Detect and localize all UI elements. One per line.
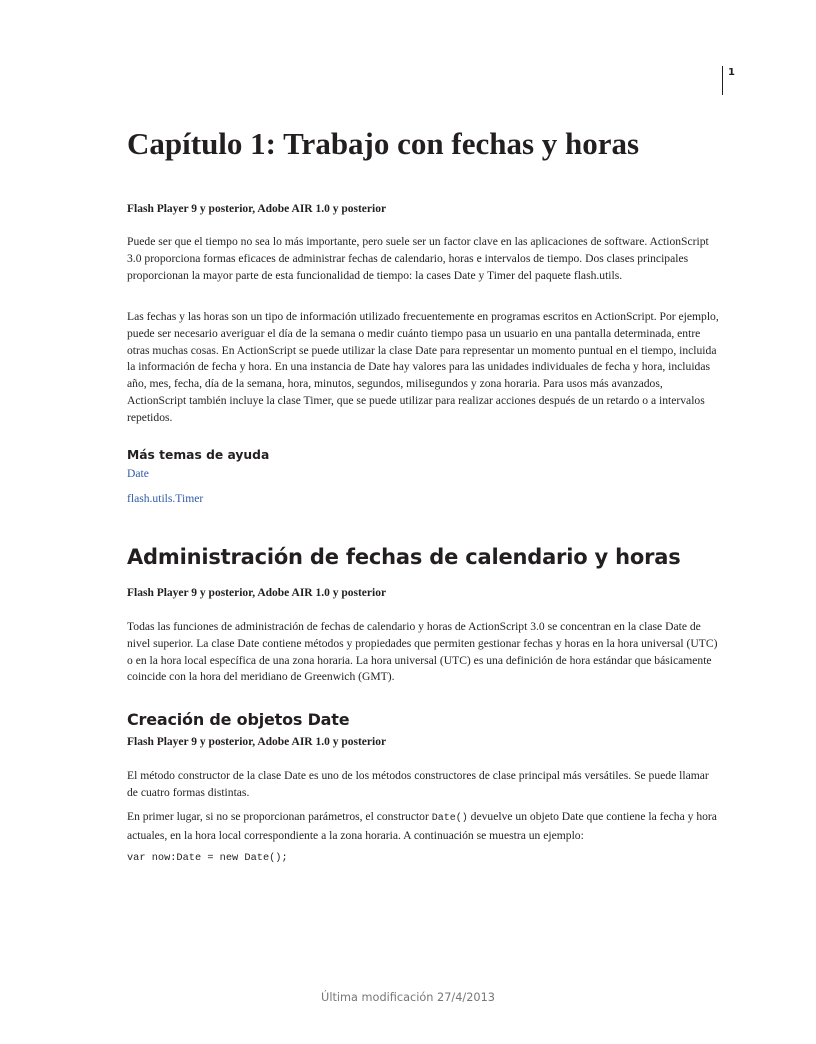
code-example: var now:Date = new Date(); (127, 852, 288, 864)
section-heading: Administración de fechas de calendario y horas (127, 545, 681, 569)
paragraph-text-after: devuelve un objeto Date que contiene la fecha y hora actuales, en la hora local correspondiente a la zona horaria. A continuación se muestra un ejemplo: (127, 810, 717, 842)
subsection-applies-to: Flash Player 9 y posterior, Adobe AIR 1.0 y posterior (127, 736, 387, 748)
chapter-applies-to: Flash Player 9 y posterior, Adobe AIR 1.0 y posterior (127, 203, 387, 215)
help-link-date[interactable]: Date (127, 467, 149, 480)
subsection-paragraph-1: El método constructor de la clase Date es uno de los métodos constructores de clase principal más versátiles. Se puede llamar de cuatro formas distintas. (127, 769, 709, 799)
page-number: 1 (728, 67, 735, 78)
inline-code-date: Date() (431, 813, 468, 824)
page-number-rule (722, 66, 723, 95)
section-paragraph: Todas las funciones de administración de fechas de calendario y horas de ActionScript 3.0 se concentran en la clase Date de nivel superior. La clase Date contiene métodos y propiedades que permiten gestionar fechas y horas en la hora universal (UTC) o en la hora local específica de una zona horaria. La hora universal (UTC) es una definición de hora estándar que básicamente coincide con la hora del meridiano de Greenwich (GMT). (127, 620, 718, 684)
intro-paragraph-2: Las fechas y las horas son un tipo de información utilizado frecuentemente en programas escritos en ActionScript. Por ejemplo, puede ser necesario averiguar el día de la semana o medir cuánto tiempo pasa un usuario en una pantalla determinada, entre otras muchas cosas. En ActionScript se puede utilizar la clase Date para representar un momento puntual en el tiempo, incluida la información de fecha y hora. En una instancia de Date hay valores para las unidades individuales de fecha y hora, incluidas año, mes, fecha, día de la semana, hora, minutos, segundos, milisegundos y zona horaria. Para usos más avanzados, ActionScript también incluye la clase Timer, que se puede utilizar para realizar acciones después de un retardo o a intervalos repetidos. (127, 310, 719, 424)
intro-paragraph-1: Puede ser que el tiempo no sea lo más importante, pero suele ser un factor clave en las aplicaciones de software. ActionScript 3.0 proporciona formas eficaces de administrar fechas de calendario, horas e intervalos de tiempo. Dos clases principales proporcionan la mayor parte de esta funcionalidad de tiempo: la cases Date y Timer del paquete flash.utils. (127, 235, 709, 282)
footer-last-modified: Última modificación 27/4/2013 (321, 991, 495, 1004)
subsection-heading: Creación de objetos Date (127, 710, 350, 729)
chapter-title: Capítulo 1: Trabajo con fechas y horas (127, 126, 640, 161)
help-link-timer[interactable]: flash.utils.Timer (127, 492, 204, 505)
paragraph-text-before: En primer lugar, si no se proporcionan parámetros, el constructor (127, 810, 432, 823)
help-topics-heading: Más temas de ayuda (127, 448, 270, 462)
subsection-paragraph-2 (127, 809, 719, 845)
section-applies-to: Flash Player 9 y posterior, Adobe AIR 1.0 y posterior (127, 587, 387, 599)
